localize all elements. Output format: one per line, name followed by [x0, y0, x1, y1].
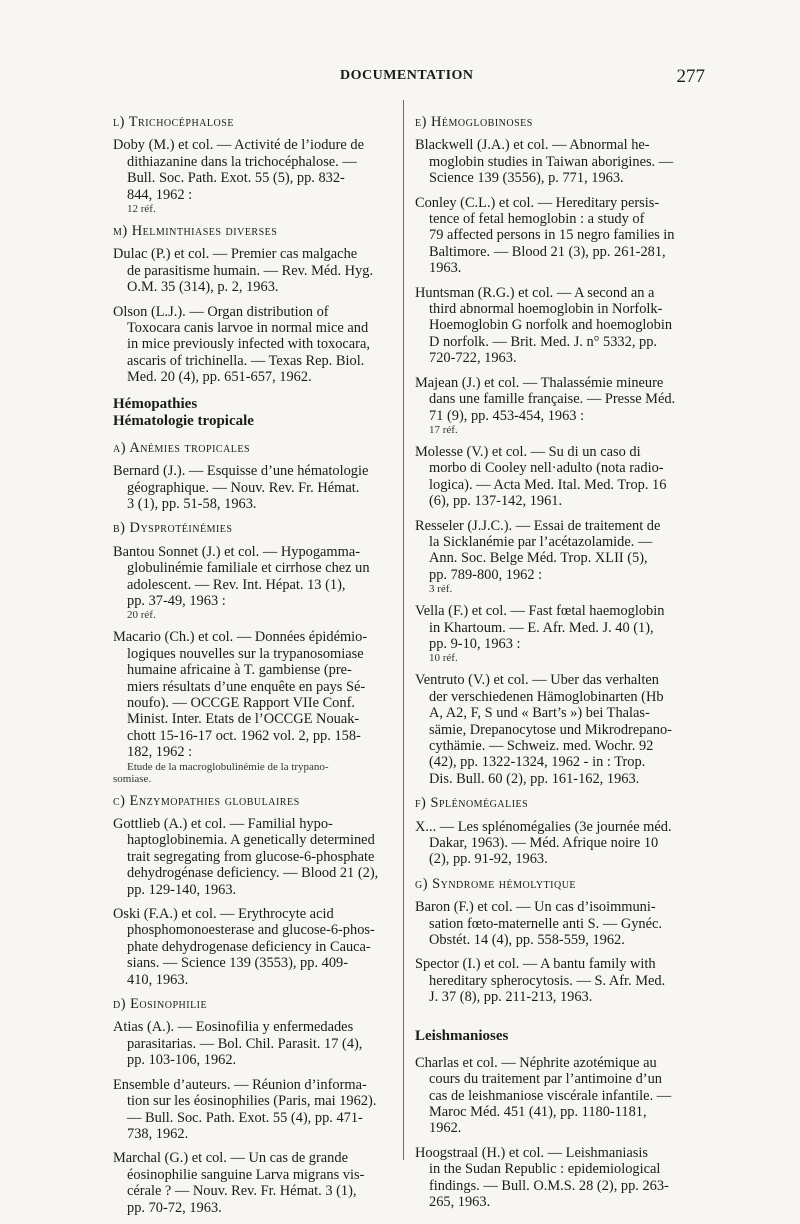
entry-line: 79 affected persons in 15 negro families in — [429, 227, 675, 244]
bibliography-entry — [415, 444, 715, 510]
entry-line: 410, 1963. — [127, 971, 189, 988]
entry-line: Oski (F.A.) et col. — Erythrocyte acid — [113, 906, 334, 923]
right-column — [415, 110, 715, 1218]
entry-line: Minist. Inter. Etats de l’OCCGE Nouak- — [127, 711, 360, 728]
entry-line: miers résultats d’une enquête en pays Sé- — [127, 678, 366, 695]
entry-line: X... — Les splénomégalies (3e journée méd. — [415, 818, 672, 835]
bibliography-entry — [415, 285, 715, 367]
entry-line: cythämie. — Schweiz. med. Wochr. 92 — [429, 738, 654, 754]
entry-line: morbo di Cooley nell·adulto (nota radio- — [429, 460, 664, 477]
bibliography-entry — [113, 137, 413, 215]
entry-line: moglobin studies in Taiwan aborigines. — — [429, 153, 674, 170]
entry-line: logica). — Acta Med. Ital. Med. Trop. 16 — [429, 476, 667, 493]
bibliography-entry — [415, 137, 715, 186]
running-title: DOCUMENTATION — [340, 68, 474, 83]
entry-line: pp. 70-72, 1963. — [127, 1199, 222, 1216]
entry-line: hereditary spherocytosis. — S. Afr. Med. — [429, 972, 666, 989]
entry-line: third abnormal hoemoglobin in Norfolk- — [429, 301, 663, 318]
entry-line: phosphomonoesterase and glucose-6-phos- — [127, 922, 375, 939]
bibliography-entry — [113, 304, 413, 386]
entry-line: Dulac (P.) et col. — Premier cas malgache — [113, 246, 358, 263]
entry-line: haptoglobinemia. A genetically determined — [127, 832, 375, 849]
bibliography-entry — [415, 1055, 715, 1137]
entry-line: pp. 129-140, 1963. — [127, 881, 237, 898]
entry-line: géographique. — Nouv. Rev. Fr. Hémat. — [127, 479, 360, 496]
entry-note: 12 réf. — [127, 203, 156, 216]
entry-line: globulinémie familiale et cirrhose chez un — [127, 560, 370, 577]
entry-line: phate dehydrogenase deficiency in Cauca- — [127, 938, 371, 955]
section-heading: m) Helminthiases diverses — [113, 223, 278, 240]
section-heading: d) Eosinophilie — [113, 996, 208, 1013]
bibliography-entry — [415, 603, 715, 664]
entry-line: O.M. 35 (314), p. 2, 1963. — [127, 279, 279, 296]
entry-line: in the Sudan Republic : epidemiological — [429, 1161, 661, 1178]
page-number: 277 — [676, 66, 705, 87]
entry-line: dans une famille française. — Presse Méd. — [429, 391, 676, 408]
entry-line: dithiazanine dans la trichocéphalose. — — [127, 153, 357, 170]
main-heading — [113, 396, 413, 430]
entry-line: adolescent. — Rev. Int. Hépat. 13 (1), — [127, 576, 346, 593]
entry-line: cours du traitement par l’antimoine d’un — [429, 1071, 662, 1088]
heading-line: Hématologie tropicale — [113, 412, 254, 429]
entry-line: Vella (F.) et col. — Fast fœtal haemoglobin — [415, 603, 665, 620]
entry-line: Olson (L.J.). — Organ distribution of — [113, 303, 329, 320]
entry-line: Spector (I.) et col. — A bantu family with — [415, 956, 656, 973]
entry-note: 17 réf. — [429, 423, 458, 436]
bibliography-entry — [415, 1145, 715, 1211]
entry-line: Conley (C.L.) et col. — Hereditary persis- — [415, 194, 660, 211]
bibliography-entry — [113, 629, 413, 784]
entry-line: Doby (M.) et col. — Activité de l’iodure de — [113, 137, 364, 154]
page-header — [0, 66, 800, 90]
entry-line: Ventruto (V.) et col. — Uber das verhalten — [415, 672, 659, 689]
main-heading: Leishmanioses — [415, 1027, 509, 1044]
entry-line: sians. — Science 139 (3553), pp. 409- — [127, 955, 349, 972]
bibliography-entry — [113, 1150, 413, 1216]
entry-note: 20 réf. — [127, 609, 156, 622]
entry-line: der verschiedenen Hämoglobinarten (Hb — [429, 688, 664, 705]
entry-line: 844, 1962 : — [127, 186, 193, 203]
entry-line: Huntsman (R.G.) et col. — A second an a — [415, 284, 655, 301]
bibliography-entry — [113, 463, 413, 512]
section-heading: l) Trichocéphalose — [113, 114, 234, 130]
entry-line: 1963. — [429, 260, 462, 277]
entry-line: 720-722, 1963. — [429, 350, 517, 367]
bibliography-entry — [415, 375, 715, 436]
entry-line: parasitarias. — Bol. Chil. Parasit. 17 (4), — [127, 1035, 363, 1052]
section-heading: f) Splénomégalies — [415, 795, 529, 812]
entry-line: tion sur les éosinophilies (Paris, mai 1962). — [127, 1093, 377, 1110]
entry-line: Marchal (G.) et col. — Un cas de grande — [113, 1150, 348, 1167]
bibliography-entry — [113, 544, 413, 622]
heading-line: Hémopathies — [113, 395, 198, 412]
entry-line: la Sicklanémie par l’acétazolamide. — — [429, 533, 653, 550]
entry-line: Obstét. 14 (4), pp. 558-559, 1962. — [429, 932, 625, 949]
entry-line: Dakar, 1963). — Méd. Afrique noire 10 — [429, 835, 659, 852]
entry-line: pp. 103-106, 1962. — [127, 1052, 237, 1069]
entry-line: Charlas et col. — Néphrite azotémique au — [415, 1054, 657, 1071]
entry-line: sation fœto-maternelle anti S. — Gynéc. — [429, 915, 662, 932]
entry-line: (2), pp. 91-92, 1963. — [429, 851, 548, 868]
entry-line: 1962. — [429, 1120, 462, 1137]
bibliography-entry — [113, 246, 413, 295]
entry-line: Blackwell (J.A.) et col. — Abnormal he- — [415, 137, 650, 154]
entry-line: 738, 1962. — [127, 1125, 189, 1142]
entry-line: Med. 20 (4), pp. 651-657, 1962. — [127, 369, 312, 386]
entry-line: Majean (J.) et col. — Thalassémie mineure — [415, 374, 664, 391]
section-heading: c) Enzymopathies globulaires — [113, 792, 300, 809]
entry-line: pp. 37-49, 1963 : — [127, 592, 226, 609]
entry-line: (42), pp. 1322-1324, 1962 - in : Trop. — [429, 754, 646, 771]
entry-line: de parasitisme humain. — Rev. Méd. Hyg. — [127, 262, 374, 279]
entry-line: chott 15-16-17 oct. 1962 vol. 2, pp. 158- — [127, 727, 361, 744]
entry-line: éosinophilie sanguine Larva migrans vis- — [127, 1166, 365, 1183]
entry-line: Gottlieb (A.) et col. — Familial hypo- — [113, 816, 333, 832]
entry-line: Hoemoglobin G norfolk and hoemoglobin — [429, 317, 673, 334]
bibliography-entry — [415, 899, 715, 948]
entry-line: Baron (F.) et col. — Un cas d’isoimmuni- — [415, 899, 656, 916]
entry-line: Ann. Soc. Belge Méd. Trop. XLII (5), — [429, 550, 648, 567]
entry-note: Etude de la macroglobulinémie de la trypano- — [127, 760, 329, 773]
entry-line: Macario (Ch.) et col. — Données épidémio- — [113, 629, 368, 646]
entry-line: (6), pp. 137-142, 1961. — [429, 493, 563, 510]
entry-line: Dis. Bull. 60 (2), pp. 161-162, 1963. — [429, 770, 640, 787]
entry-line: tence of fetal hemoglobin : a study of — [429, 211, 645, 228]
entry-line: Resseler (J.J.C.). — Essai de traitement de — [415, 517, 661, 534]
entry-line: ascaris of trichinella. — Texas Rep. Biol. — [127, 352, 365, 369]
left-column — [113, 110, 413, 1224]
entry-line: pp. 9-10, 1963 : — [429, 635, 521, 652]
entry-line: Maroc Méd. 451 (41), pp. 1180-1181, — [429, 1103, 647, 1120]
entry-line: humaine africaine à T. gambiense (pre- — [127, 662, 352, 679]
entry-line: pp. 789-800, 1962 : — [429, 566, 543, 583]
entry-note: 10 réf. — [429, 652, 458, 665]
entry-line: in Khartoum. — E. Afr. Med. J. 40 (1), — [429, 619, 654, 636]
entry-line: findings. — Bull. O.M.S. 28 (2), pp. 263- — [429, 1177, 669, 1194]
entry-line: Atias (A.). — Eosinofilia y enfermedades — [113, 1019, 354, 1036]
bibliography-entry — [113, 816, 413, 898]
section-heading: g) Syndrome hémolytique — [415, 875, 577, 892]
bibliography-entry — [415, 195, 715, 277]
section-heading: e) Hémoglobinoses — [415, 114, 533, 130]
bibliography-entry — [113, 1019, 413, 1068]
entry-line: Bantou Sonnet (J.) et col. — Hypogamma- — [113, 543, 360, 560]
entry-line: dehydrogénase deficiency. — Blood 21 (2), — [127, 865, 379, 882]
entry-line: Bull. Soc. Path. Exot. 55 (5), pp. 832- — [127, 170, 345, 187]
entry-line: sämie, Drepanocytose und Mikrodrepano- — [429, 721, 672, 738]
entry-line: Molesse (V.) et col. — Su di un caso di — [415, 443, 641, 460]
entry-line: noufo). — OCCGE Rapport VIIe Conf. — [127, 694, 355, 711]
entry-line: 265, 1963. — [429, 1193, 491, 1210]
entry-line: Baltimore. — Blood 21 (3), pp. 261-281, — [429, 243, 666, 260]
entry-line: cérale ? — Nouv. Rev. Fr. Hémat. 3 (1), — [127, 1183, 357, 1200]
entry-line: D norfolk. — Brit. Med. J. n° 5332, pp. — [429, 333, 658, 350]
bibliography-entry — [113, 906, 413, 988]
section-heading: a) Anémies tropicales — [113, 439, 251, 456]
entry-line: — Bull. Soc. Path. Exot. 55 (4), pp. 471- — [127, 1109, 363, 1126]
bibliography-entry — [113, 1077, 413, 1143]
entry-line: Hoogstraal (H.) et col. — Leishmaniasis — [415, 1144, 648, 1161]
section-heading: b) Dysprotéinémies — [113, 520, 233, 537]
entry-line: Science 139 (3556), p. 771, 1963. — [429, 170, 624, 187]
entry-line: in mice previously infected with toxocara, — [127, 336, 370, 353]
bibliography-entry — [415, 518, 715, 596]
bibliography-entry — [415, 956, 715, 1005]
entry-line: A, A2, F, S und « Bart’s ») bei Thalas- — [429, 705, 650, 722]
entry-line: Toxocara canis larvoe in normal mice and — [127, 320, 369, 337]
entry-line: Bernard (J.). — Esquisse d’une hématologie — [113, 463, 369, 480]
entry-line: J. 37 (8), pp. 211-213, 1963. — [429, 989, 593, 1006]
entry-line: 182, 1962 : — [127, 744, 193, 761]
entry-line: logiques nouvelles sur la trypanosomiase — [127, 645, 364, 662]
bibliography-entry — [415, 819, 715, 868]
entry-line: trait segregating from glucose-6-phosphate — [127, 848, 375, 865]
entry-line: Ensemble d’auteurs. — Réunion d’informa- — [113, 1076, 367, 1093]
entry-line: cas de leishmaniose viscérale infantile. — — [429, 1087, 672, 1104]
entry-note: somiase. — [113, 772, 152, 785]
entry-line: 71 (9), pp. 453-454, 1963 : — [429, 407, 585, 424]
entry-note: 3 réf. — [429, 583, 453, 596]
entry-line: 3 (1), pp. 51-58, 1963. — [127, 495, 257, 512]
bibliography-entry — [415, 672, 715, 787]
